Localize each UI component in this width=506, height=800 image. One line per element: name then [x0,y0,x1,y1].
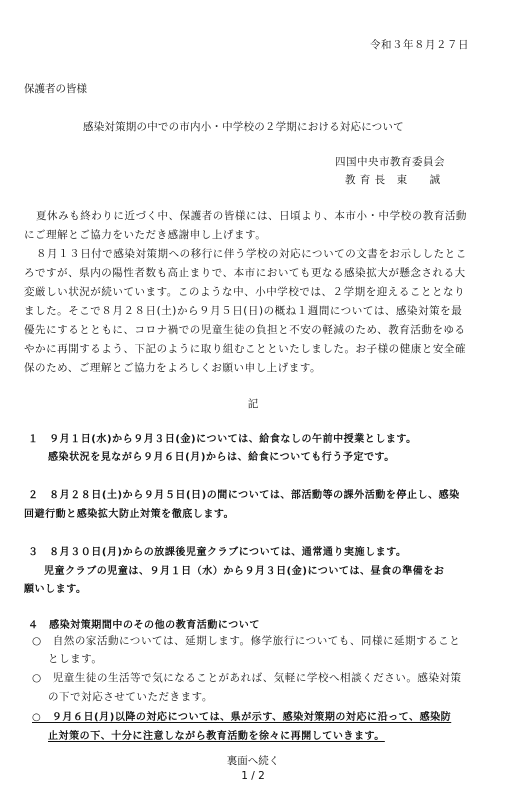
body-line: 保のため、ご理解とご協力をよろしくお願い申し上げます。 [24,362,322,374]
item-1-line: １ ９月１日(水)から９月３日(金)については、給食なしの午前中授業とします。 [28,434,417,445]
item-4-heading: ４ 感染対策期間中のその他の教育活動について [28,620,260,631]
body-line: ８月１３日付で感染対策期への移行に伴う学校の対応についての文書をお示ししたとこ [36,248,467,260]
body-line: やかに再開するよう、下記のように取り組むことといたしました。お子様の健康と安全確 [24,343,466,355]
sender-person: 教 育 長 東 誠 [345,174,441,186]
item-3-line: 願いします。 [24,584,87,595]
item-3-line: ３ ８月３０日(月)からの放課後児童クラブについては、通常通り実施します。 [28,547,407,558]
body-line: 夏休みも終わりに近づく中、保護者の皆様には、日頃より、本市小・中学校の教育活動 [36,210,467,222]
sender-organization: 四国中央市教育委員会 [335,156,445,168]
item-3-line: 児童クラブの児童は、９月１日（水）から９月３日(金)については、昼食の準備をお [44,566,445,577]
item-4-bullet-line: ○ 自然の家活動については、延期します。修学旅行についても、同様に延期すること [32,635,461,647]
page-number: 1 / 2 [241,770,265,782]
continued-note: 裏面へ続く [226,755,280,767]
document-title: 感染対策期の中での市内小・中学校の２学期における対応について [83,121,404,133]
item-4-bullet-line: の下で対応させていただきます。 [48,691,213,703]
body-line: ました。そこで８月２８日(土)から９月５日(日)の概ね１週間については、感染対策を最 [24,305,463,317]
item-4-bullet-line: とします。 [48,653,103,665]
item-4-bullet-line: ○ ９月６日(月)以降の対応については、県が示す、感染対策期の対応に沿って、感染防 [32,712,452,723]
ki-heading: 記 [247,398,259,410]
item-2-line: ２ ８月２８日(土)から９月５日(日)の間については、部活動等の課外活動を停止し、感染 [28,490,460,501]
body-line: ろですが、県内の陽性者数も高止まりで、本市においても更なる感染拡大が懸念される大 [24,267,466,279]
item-2-line: 回避行動と感染拡大防止対策を徹底します。 [24,509,235,520]
body-line: にご理解とご協力をいただき感謝申し上げます。 [24,229,267,241]
body-line: 変厳しい状況が続いています。このような中、小中学校では、２学期を迎えることとなり [24,286,466,298]
item-4-bullet-line: ○ 児童生徒の生活等で気になることがあれば、気軽に学校へ相談ください。感染対策 [32,672,462,684]
body-line: 優先にするとともに、コロナ禍での児童生徒の負担と不安の軽減のため、教育活動をゆる [24,324,466,336]
item-4-bullet-line: 止対策の下、十分に注意しながら教育活動を徐々に再開していきます。 [48,731,385,742]
addressee: 保護者の皆様 [24,83,87,95]
item-1-line: 感染状況を見ながら９月６日(月)からは、給食についても行う予定です。 [48,452,395,463]
document-date: 令和３年８月２７日 [370,39,469,51]
